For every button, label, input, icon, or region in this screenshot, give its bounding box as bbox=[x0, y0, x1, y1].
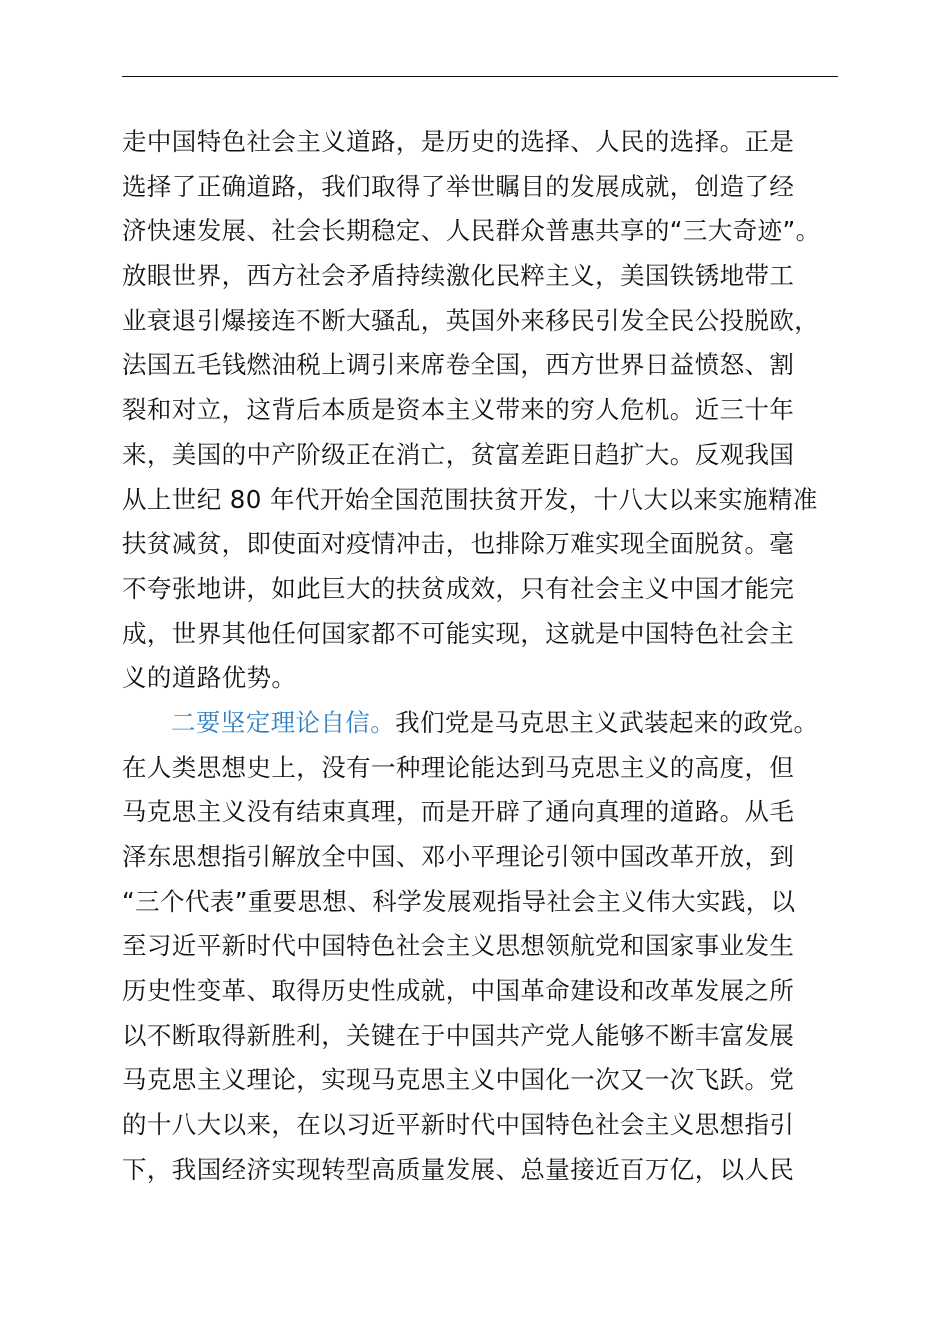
paragraph-line: 下，我国经济实现转型高质量发展、总量接近百万亿，以人民 bbox=[122, 1154, 795, 1184]
paragraph-line: 在人类思想史上，没有一种理论能达到马克思主义的高度，但 bbox=[122, 752, 795, 782]
paragraph-line: 放眼世界，西方社会矛盾持续激化民粹主义，美国铁锈地带工 bbox=[122, 261, 795, 291]
paragraph-line: 裂和对立，这背后本质是资本主义带来的穷人危机。近三十年 bbox=[122, 395, 795, 425]
paragraph-line: 的十八大以来，在以习近平新时代中国特色社会主义思想指引 bbox=[122, 1110, 795, 1140]
paragraph-line: 选择了正确道路，我们取得了举世瞩目的发展成就，创造了经 bbox=[122, 171, 795, 201]
section-heading: 二要坚定理论自信。 bbox=[171, 707, 396, 737]
paragraph-line: 以不断取得新胜利，关键在于中国共产党人能够不断丰富发展 bbox=[122, 1020, 795, 1050]
header-rule bbox=[122, 76, 838, 77]
paragraph-line: 马克思主义理论，实现马克思主义中国化一次又一次飞跃。党 bbox=[122, 1065, 795, 1095]
paragraph-line: 从上世纪 80 年代开始全国范围扶贫开发，十八大以来实施精准 bbox=[122, 484, 818, 514]
paragraph-line: 法国五毛钱燃油税上调引来席卷全国，西方世界日益愤怒、割 bbox=[122, 350, 795, 380]
paragraph-line: 义的道路优势。 bbox=[122, 663, 297, 693]
paragraph-line: 来，美国的中产阶级正在消亡，贫富差距日趋扩大。反观我国 bbox=[122, 439, 795, 469]
paragraph-line: 马克思主义没有结束真理，而是开辟了通向真理的道路。从毛 bbox=[122, 797, 795, 827]
paragraph-line: 历史性变革、取得历史性成就，中国革命建设和改革发展之所 bbox=[122, 976, 795, 1006]
paragraph-line: 不夸张地讲，如此巨大的扶贫成效，只有社会主义中国才能完 bbox=[122, 573, 795, 603]
paragraph-line: 业衰退引爆接连不断大骚乱，英国外来移民引发全民公投脱欧， bbox=[122, 305, 820, 335]
document-body bbox=[122, 120, 862, 1193]
paragraph-line: 泽东思想指引解放全中国、邓小平理论引领中国改革开放，到 bbox=[122, 842, 795, 871]
section-first-line bbox=[122, 701, 862, 746]
section-first-line-text: 我们党是马克思主义武装起来的政党。 bbox=[395, 707, 819, 737]
paragraph-line: 扶贫减贫，即使面对疫情冲击，也排除万难实现全面脱贫。毫 bbox=[122, 529, 795, 559]
paragraph-line: “三个代表”重要思想、科学发展观指导社会主义伟大实践，以 bbox=[122, 886, 796, 916]
paragraph-line: 济快速发展、社会长期稳定、人民群众普惠共享的“三大奇迹”。 bbox=[122, 216, 821, 246]
paragraph-line: 至习近平新时代中国特色社会主义思想领航党和国家事业发生 bbox=[122, 931, 795, 961]
paragraph-line: 走中国特色社会主义道路，是历史的选择、人民的选择。正是 bbox=[122, 127, 795, 156]
paragraph-line: 成，世界其他任何国家都不可能实现，这就是中国特色社会主 bbox=[122, 618, 795, 648]
